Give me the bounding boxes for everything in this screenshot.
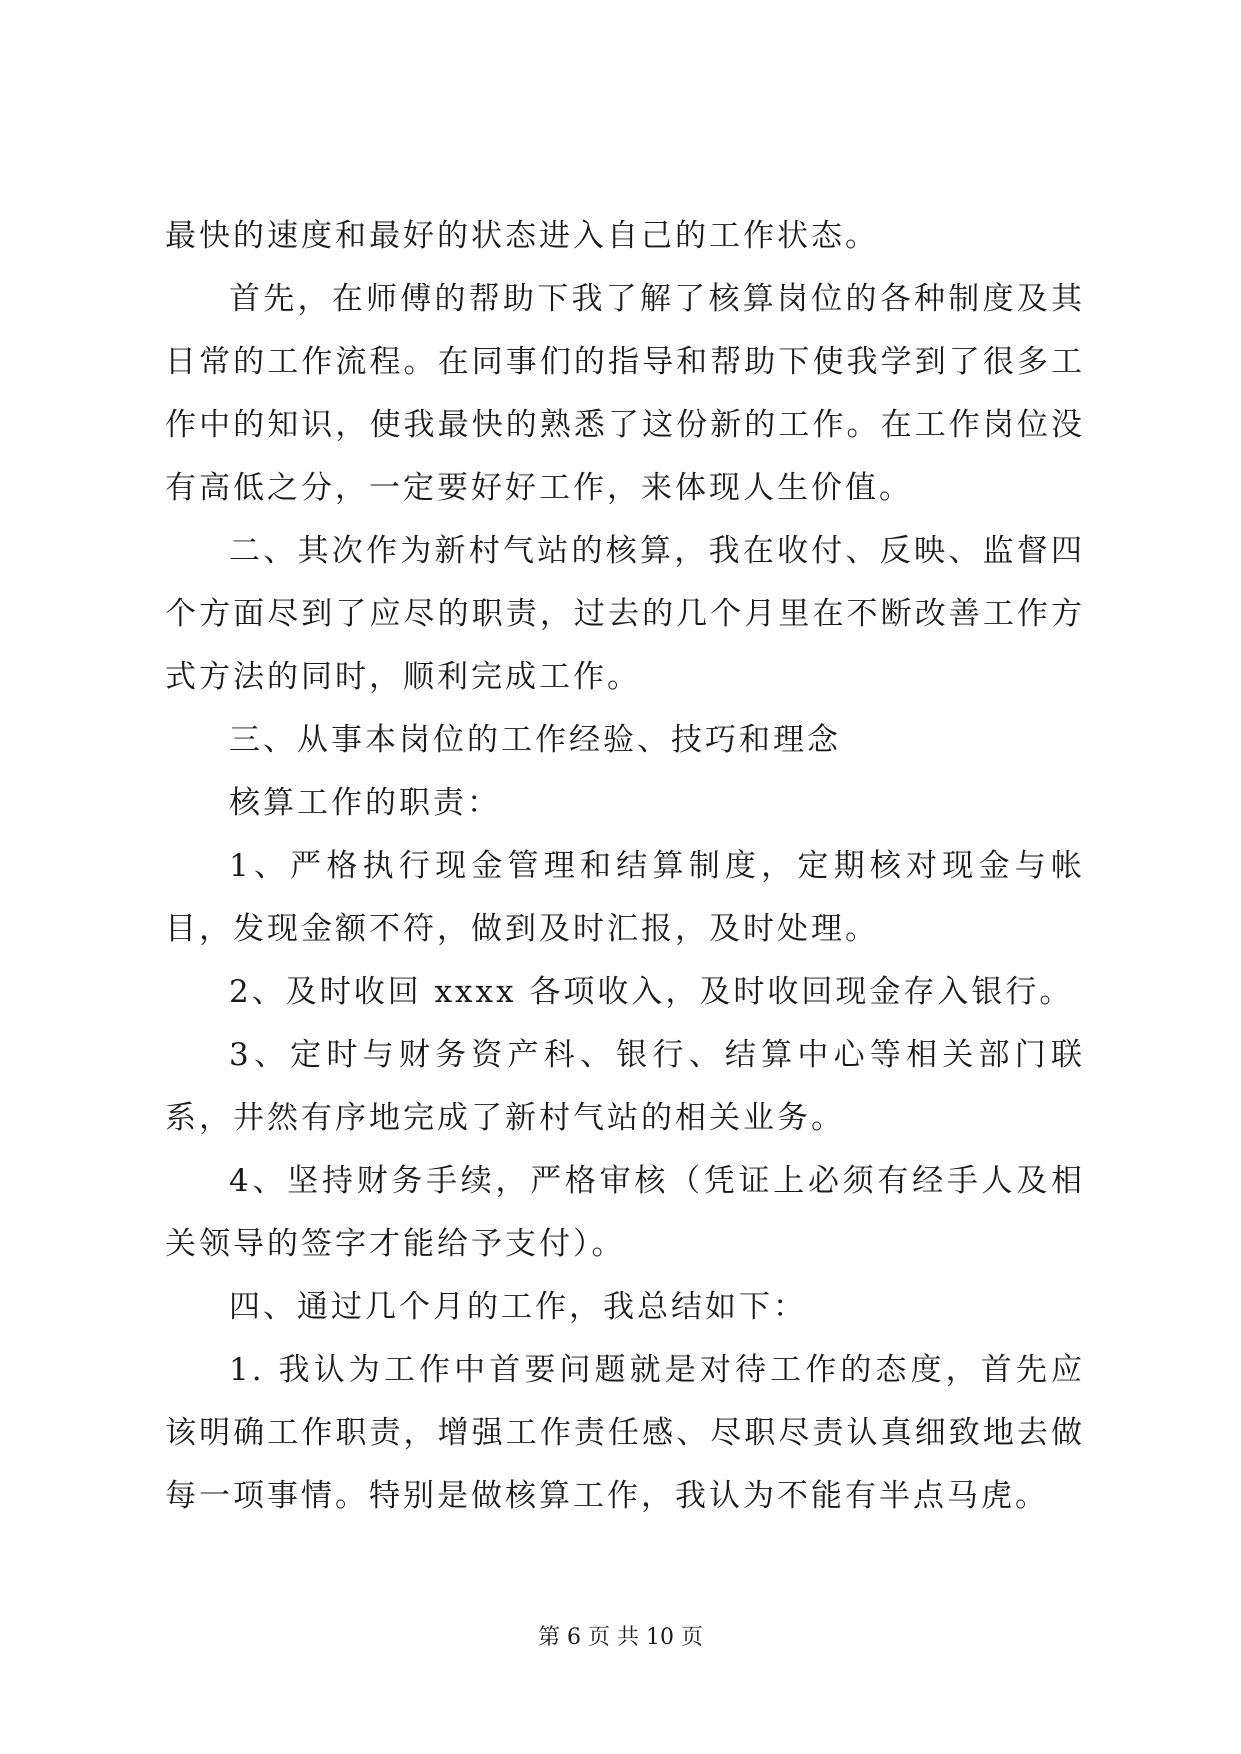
paragraph: 核算工作的职责：: [229, 785, 501, 821]
paragraph: 2、及时收回 xxxx 各项收入，及时收回现金存入银行。: [229, 974, 1074, 1010]
paragraph: 4、坚持财务手续，严格审核（凭证上必须有经手人及相关领导的签字才能给予支付）。: [165, 1163, 1085, 1262]
page-footer: 第 6 页 共 10 页: [538, 1625, 703, 1650]
paragraph: 三、从事本岗位的工作经验、技巧和理念: [229, 722, 841, 758]
paragraph: 最快的速度和最好的状态进入自己的工作状态。: [165, 218, 879, 254]
paragraph: 四、通过几个月的工作，我总结如下：: [229, 1289, 807, 1325]
paragraph: 首先，在师傅的帮助下我了解了核算岗位的各种制度及其日常的工作流程。在同事们的指导和帮助下使我学到了很多工作中的知识，使我最快的熟悉了这份新的工作。在工作岗位没有高低之分，一定要好好工作，来体现人生价值。: [165, 281, 1085, 506]
paragraph: 二、其次作为新村气站的核算，我在收付、反映、监督四个方面尽到了应尽的职责，过去的几个月里在不断改善工作方式方法的同时，顺利完成工作。: [165, 533, 1085, 695]
paragraph: 3、定时与财务资产科、银行、结算中心等相关部门联系，井然有序地完成了新村气站的相关业务。: [165, 1037, 1085, 1136]
document-body: [165, 205, 1085, 1528]
paragraph: 1、严格执行现金管理和结算制度，定期核对现金与帐目，发现金额不符，做到及时汇报，及时处理。: [165, 848, 1085, 947]
paragraph: 1. 我认为工作中首要问题就是对待工作的态度，首先应该明确工作职责，增强工作责任感、尽职尽责认真细致地去做每一项事情。特别是做核算工作，我认为不能有半点马虎。: [165, 1352, 1085, 1514]
